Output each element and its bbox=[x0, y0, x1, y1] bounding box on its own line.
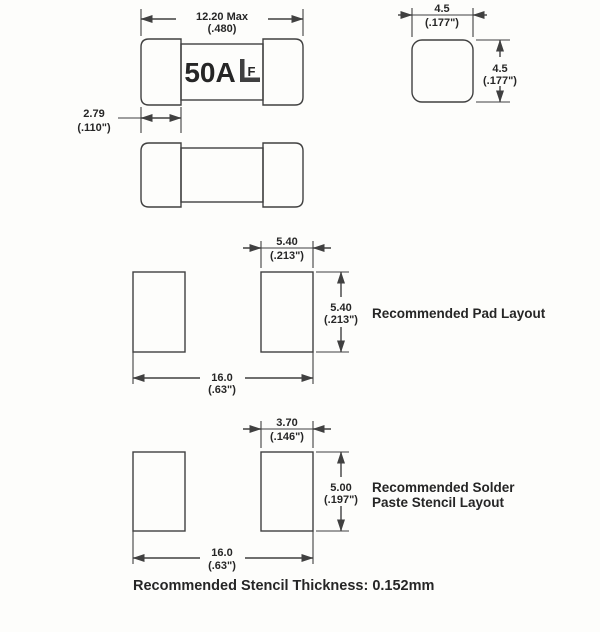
right-pad bbox=[261, 272, 313, 352]
dim-cap-width bbox=[77, 107, 181, 134]
fuse-left-endcap bbox=[141, 143, 181, 207]
dim-pad-width-mm: 5.40 bbox=[276, 236, 298, 248]
fuse-top-view bbox=[141, 39, 303, 105]
pad-layout-label: Recommended Pad Layout bbox=[372, 306, 546, 321]
dim-end-width-mm: 4.5 bbox=[434, 3, 450, 15]
dim-cap-width-mm: 2.79 bbox=[83, 108, 105, 120]
logo-f-letter: F bbox=[247, 64, 256, 79]
fuse-right-endcap bbox=[263, 39, 303, 105]
end-cap-outline bbox=[412, 40, 473, 102]
dim-body-length-in: (.480) bbox=[207, 23, 237, 35]
fuse-bottom-view bbox=[141, 143, 303, 207]
dim-body-length-mm: 12.20 Max bbox=[196, 11, 248, 23]
dim-cap-width-in: (.110") bbox=[77, 122, 111, 134]
stencil-layout-label-line2: Paste Stencil Layout bbox=[372, 495, 505, 510]
stencil-thickness-note: Recommended Stencil Thickness: 0.152mm bbox=[133, 578, 435, 594]
stencil-layout-label-line1: Recommended Solder bbox=[372, 480, 515, 495]
dim-end-height-mm: 4.5 bbox=[492, 63, 508, 75]
dim-pad-height-in: (.213") bbox=[324, 314, 358, 326]
dim-stencil-width-mm: 3.70 bbox=[276, 417, 298, 429]
amp-rating-text: 50A bbox=[184, 57, 236, 88]
fuse-end-view bbox=[398, 3, 517, 102]
dim-stencil-height-in: (.197") bbox=[324, 494, 358, 506]
stencil-layout-drawing bbox=[133, 417, 515, 572]
dim-body-length bbox=[141, 9, 303, 36]
fuse-left-endcap bbox=[141, 39, 181, 105]
dim-pad-height-mm: 5.40 bbox=[330, 302, 352, 314]
dim-end-height-in: (.177") bbox=[483, 75, 517, 87]
dim-pad-span-mm: 16.0 bbox=[211, 372, 233, 384]
dim-stencil-height-mm: 5.00 bbox=[330, 482, 352, 494]
dim-stencil-span-in: (.63") bbox=[208, 560, 236, 572]
right-stencil-aperture bbox=[261, 452, 313, 531]
dim-stencil-span-mm: 16.0 bbox=[211, 547, 233, 559]
left-pad bbox=[133, 272, 185, 352]
littelfuse-logo bbox=[240, 59, 260, 82]
dim-end-width-in: (.177") bbox=[425, 17, 459, 29]
dim-pad-span-in: (.63") bbox=[208, 384, 236, 396]
left-stencil-aperture bbox=[133, 452, 185, 531]
fuse-body bbox=[181, 148, 263, 202]
dim-stencil-width-in: (.146") bbox=[270, 431, 304, 443]
dim-pad-width-in: (.213") bbox=[270, 250, 304, 262]
fuse-right-endcap bbox=[263, 143, 303, 207]
pad-layout-drawing bbox=[133, 236, 546, 396]
